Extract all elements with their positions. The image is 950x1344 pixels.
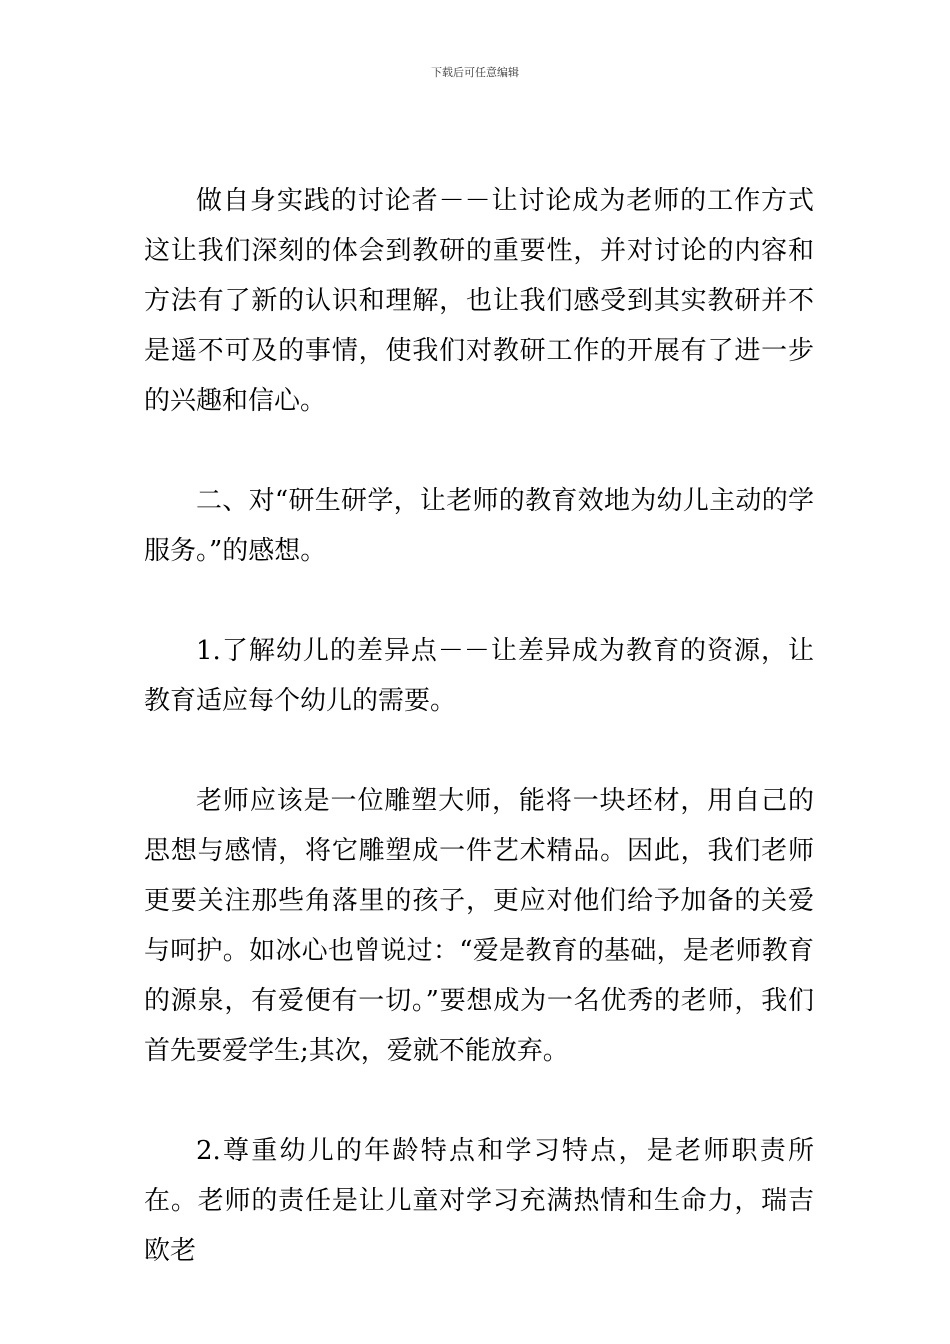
paragraph-research-practice: 做自身实践的讨论者－－让讨论成为老师的工作方式这让我们深刻的体会到教研的重要性，并对讨论的内容和方法有了新的认识和理解，也让我们感受到其实教研并不是遥不可及的事情，使我们对教研工作的开展有了进一步的兴趣和信心。 bbox=[144, 186, 814, 416]
paragraph-section-two-heading: 二、对“研生研学，让老师的教育效地为幼儿主动的学服务。”的感想。 bbox=[144, 486, 814, 566]
document-body bbox=[144, 176, 814, 1276]
paragraph-point-one: 1.了解幼儿的差异点－－让差异成为教育的资源，让教育适应每个幼儿的需要。 bbox=[144, 636, 814, 716]
header-note: 下载后可任意编辑 bbox=[431, 66, 519, 79]
paragraph-point-two: 2.尊重幼儿的年龄特点和学习特点，是老师职责所在。老师的责任是让儿童对学习充满热情和生命力，瑞吉欧老 bbox=[144, 1136, 814, 1266]
paragraph-teacher-sculptor: 老师应该是一位雕塑大师，能将一块坯材，用自己的思想与感情，将它雕塑成一件艺术精品。因此，我们老师更要关注那些角落里的孩子，更应对他们给予加备的关爱与呵护。如冰心也曾说过：“爱是教育的基础，是老师教育的源泉，有爱便有一切。”要想成为一名优秀的老师，我们首先要爱学生;其次，爱就不能放弃。 bbox=[144, 786, 814, 1066]
